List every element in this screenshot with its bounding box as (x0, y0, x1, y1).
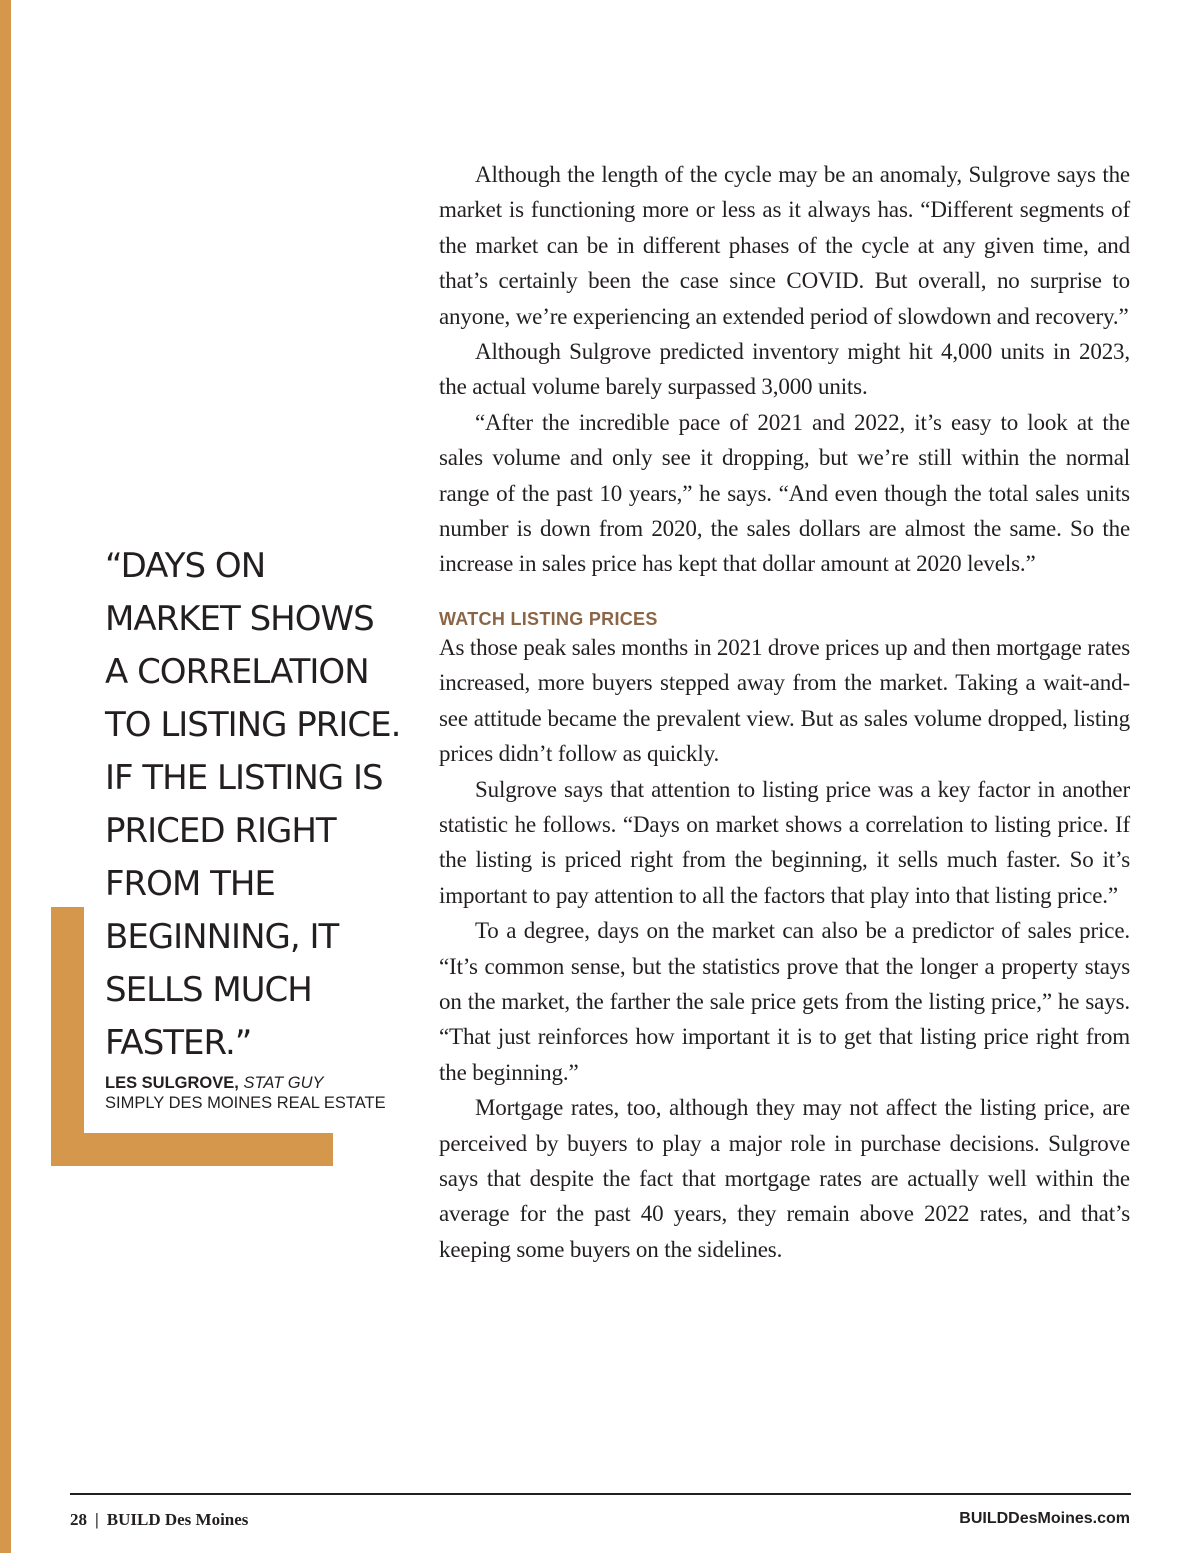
article-paragraph: Mortgage rates, too, although they may not affect the listing price, are perceived by buyers to play a major role in purchase decisions. Sulgrove says that despite the fact that mortgage rates are actually well within the average for the past 40 years, they remain above 2022 rates, and that’s keeping some buyers on the sidelines. (439, 1095, 1130, 1262)
article-column (439, 157, 1130, 1267)
section-heading: WATCH LISTING PRICES (439, 608, 658, 629)
footer-separator: | (95, 1510, 99, 1529)
pull-quote-bracket-horizontal (51, 1133, 333, 1166)
accent-edge-bar (0, 0, 11, 1553)
article-paragraph: Sulgrove says that attention to listing price was a key factor in another statistic he follows. “Days on market shows a correlation to listing price. If the listing is priced right from the beginning, it sells much faster. So it’s important to pay attention to all the factors that play into that listing price.” (439, 776, 1130, 908)
pull-quote-bracket-vertical (51, 907, 84, 1166)
pull-quote: “DAYS ON MARKET SHOWS A CORRELATION TO LISTING PRICE. IF THE LISTING IS PRICED RIGHT FROM THE BEGINNING, IT SELLS MUCH FASTER.” (105, 546, 401, 1063)
page-number: 28 (70, 1510, 87, 1529)
footer-divider (70, 1493, 1131, 1495)
attribution-name: LES SULGROVE, (105, 1074, 239, 1092)
publication-name: BUILD Des Moines (106, 1510, 249, 1529)
article-paragraph: To a degree, days on the market can also be a predictor of sales price. “It’s common sense, but the statistics prove that the longer a property stays on the market, the farther the sale price gets from the listing price,” he says. “That just reinforces how important it is to get that listing price right from the beginning.” (439, 918, 1130, 1085)
footer-website: BUILDDesMoines.com (959, 1510, 1130, 1527)
footer-folio (70, 1510, 248, 1530)
article-paragraph: Although the length of the cycle may be an anomaly, Sulgrove says the market is functioning more or less as it always has. “Different segments of the market can be in different phases of the cycle at any given time, and that’s certainly been the case since COVID. But overall, no surprise to anyone, we’re experiencing an extended period of slowdown and recovery.” (439, 162, 1130, 329)
article-paragraph: Although Sulgrove predicted inventory might hit 4,000 units in 2023, the actual volume barely surpassed 3,000 units. (439, 339, 1130, 400)
attribution-role: STAT GUY (243, 1074, 324, 1092)
attribution-company: SIMPLY DES MOINES REAL ESTATE (105, 1094, 386, 1112)
attribution-line (105, 1073, 386, 1093)
article-paragraph: As those peak sales months in 2021 drove prices up and then mortgage rates increased, more buyers stepped away from the market. Taking a wait-and-see attitude became the prevalent view. But as sales volume dropped, listing prices didn’t follow as quickly. (439, 634, 1130, 767)
pull-quote-attribution (105, 1073, 386, 1113)
article-paragraph: “After the incredible pace of 2021 and 2022, it’s easy to look at the sales volume and only see it dropping, but we’re still within the normal range of the past 10 years,” he says. “And even though the total sales units number is down from 2020, the sales dollars are almost the same. So the increase in sales price has kept that dollar amount at 2020 levels.” (439, 409, 1130, 577)
